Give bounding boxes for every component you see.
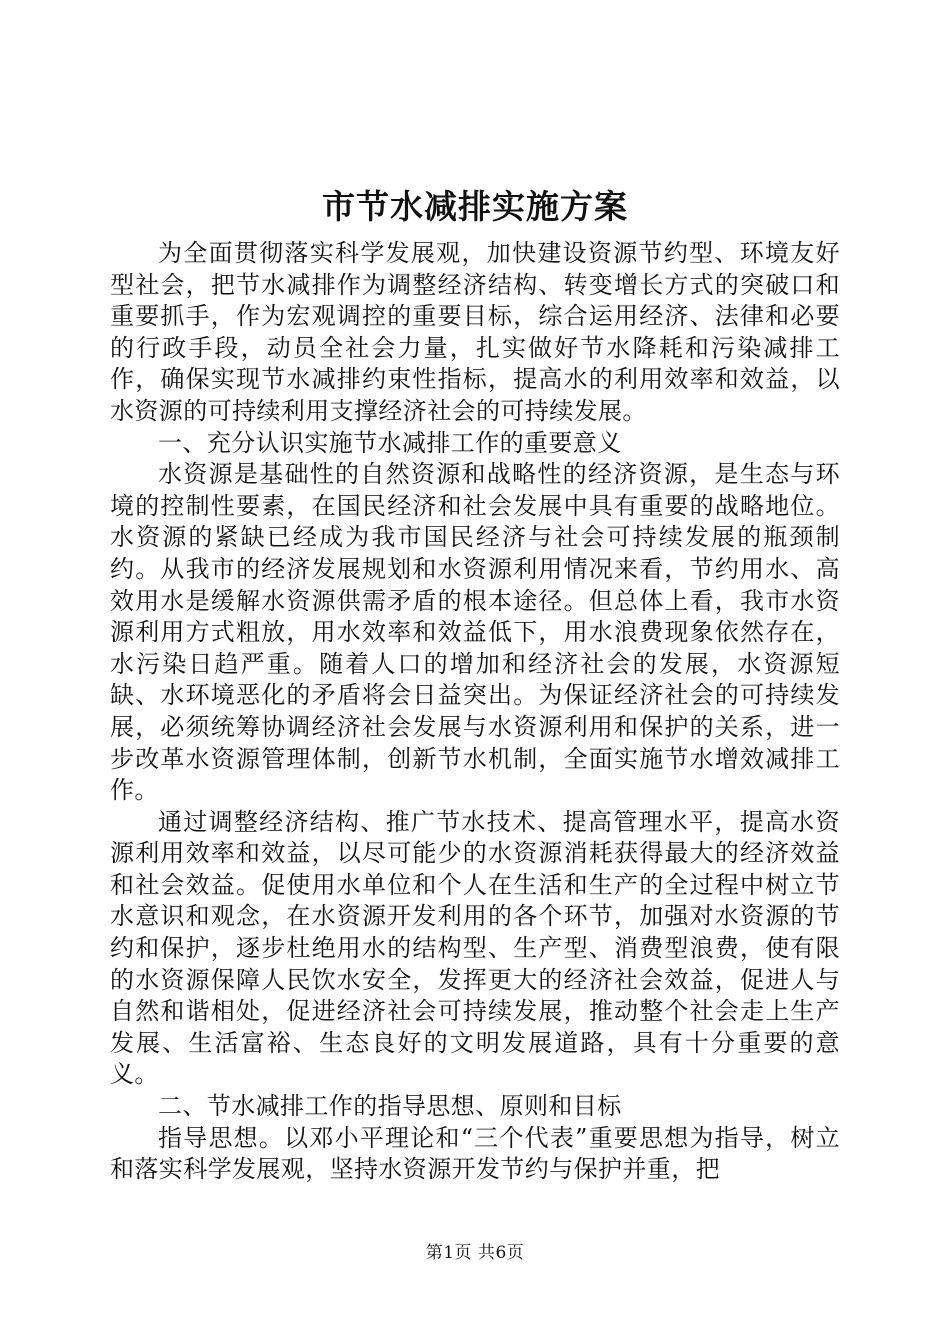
document-body bbox=[110, 238, 840, 1186]
section-heading-2: 二、节水减排工作的指导思想、原则和目标 bbox=[158, 1092, 622, 1121]
body-paragraph: 通过调整经济结构、推广节水技术、提高管理水平，提高水资源利用效率和效益，以尽可能少的水资源消耗获得最大的经济效益和社会效益。促使用水单位和个人在生活和生产的全过程中树立节水意识和观念，在水资源开发利用的各个环节，加强对水资源的节约和保护，逐步杜绝用水的结构型、生产型、消费型浪费，使有限的水资源保障人民饮水安全，发挥更大的经济社会效益，促进人与自然和谐相处，促进经济社会可持续发展，推动整个社会走上生产发展、生活富裕、生态良好的文明发展道路，具有十分重要的意义。 bbox=[110, 807, 840, 1089]
page-footer: 第1页 共6页 bbox=[425, 1243, 525, 1263]
section-heading-1: 一、充分认识实施节水减排工作的重要意义 bbox=[158, 428, 622, 457]
body-paragraph: 水资源是基础性的自然资源和战略性的经济资源，是生态与环境的控制性要素，在国民经济和社会发展中具有重要的战略地位。水资源的紧缺已经成为我市国民经济与社会可持续发展的瓶颈制约。从我市的经济发展规划和水资源利用情况来看，节约用水、高效用水是缓解水资源供需矛盾的根本途径。但总体上看，我市水资源利用方式粗放，用水效率和效益低下，用水浪费现象依然存在，水污染日趋严重。随着人口的增加和经济社会的发展，水资源短缺、水环境恶化的矛盾将会日益突出。为保证经济社会的可持续发展，必须统筹协调经济社会发展与水资源利用和保护的关系，进一步改革水资源管理体制，创新节水机制，全面实施节水增效减排工作。 bbox=[110, 460, 840, 805]
intro-paragraph: 为全面贯彻落实科学发展观，加快建设资源节约型、环境友好型社会，把节水减排作为调整经济结构、转变增长方式的突破口和重要抓手，作为宏观调控的重要目标，综合运用经济、法律和必要的行政手段，动员全社会力量，扎实做好节水降耗和污染减排工作，确保实现节水减排约束性指标，提高水的利用效率和效益，以水资源的可持续利用支撑经济社会的可持续发展。 bbox=[110, 239, 840, 425]
body-paragraph: 指导思想。以邓小平理论和“三个代表”重要思想为指导，树立和落实科学发展观，坚持水资源开发节约与保护并重，把 bbox=[110, 1123, 840, 1184]
document-title: 市节水减排实施方案 bbox=[322, 187, 628, 226]
